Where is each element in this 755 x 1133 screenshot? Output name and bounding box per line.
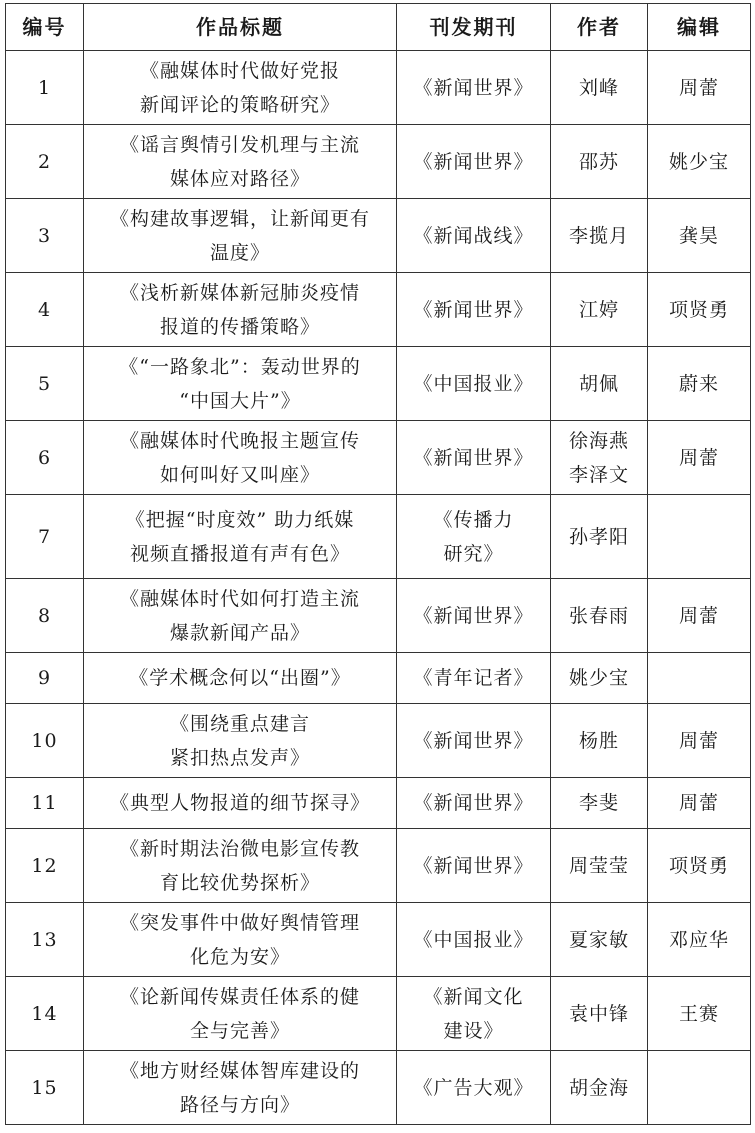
journal-line: 《中国报业》 bbox=[413, 372, 534, 395]
title-line: 《把握“时度效” 助力纸媒 bbox=[125, 508, 355, 531]
header-number: 编号 bbox=[6, 4, 84, 51]
author-line: 刘峰 bbox=[578, 76, 619, 99]
cell-editor bbox=[648, 495, 751, 579]
author-line: 夏家敏 bbox=[568, 928, 629, 951]
cell-number: 11 bbox=[6, 778, 84, 829]
author-line: 姚少宝 bbox=[568, 667, 629, 689]
cell-journal bbox=[397, 579, 551, 653]
table-row bbox=[6, 903, 751, 977]
author-line: 胡佩 bbox=[578, 372, 619, 395]
table-row bbox=[6, 778, 751, 829]
cell-title bbox=[84, 704, 397, 778]
title-line: 育比较优势探析》 bbox=[159, 871, 320, 894]
title-line: 《地方财经媒体智库建设的 bbox=[119, 1059, 360, 1082]
journal-line: 《新闻文化 bbox=[423, 985, 524, 1008]
cell-journal bbox=[397, 829, 551, 903]
author-line: 李揽月 bbox=[568, 224, 629, 247]
cell-number: 8 bbox=[6, 579, 84, 653]
title-line: 《突发事件中做好舆情管理 bbox=[119, 911, 360, 934]
articles-table bbox=[5, 3, 751, 1125]
cell-title bbox=[84, 273, 397, 347]
header-row bbox=[6, 4, 751, 51]
journal-line: 研究》 bbox=[443, 542, 504, 565]
author-line: 周莹莹 bbox=[568, 854, 629, 877]
title-line: 《论新闻传媒责任体系的健 bbox=[119, 985, 360, 1008]
cell-number: 13 bbox=[6, 903, 84, 977]
table-row bbox=[6, 704, 751, 778]
cell-title bbox=[84, 347, 397, 421]
table-row bbox=[6, 829, 751, 903]
title-line: 报道的传播策略》 bbox=[159, 315, 320, 338]
cell-editor: 王赛 bbox=[648, 977, 751, 1051]
journal-line: 《新闻世界》 bbox=[413, 76, 534, 99]
journal-line: 《青年记者》 bbox=[413, 667, 534, 689]
title-line: 新闻评论的策略研究》 bbox=[139, 93, 340, 116]
journal-line: 《新闻世界》 bbox=[413, 446, 534, 469]
cell-title bbox=[84, 421, 397, 495]
cell-editor: 周蕾 bbox=[648, 778, 751, 829]
table-row bbox=[6, 495, 751, 579]
title-line: 《典型人物报道的细节探寻》 bbox=[109, 792, 370, 814]
cell-title bbox=[84, 829, 397, 903]
cell-title bbox=[84, 1051, 397, 1125]
cell-journal bbox=[397, 704, 551, 778]
table-row bbox=[6, 125, 751, 199]
cell-journal bbox=[397, 653, 551, 704]
cell-editor: 周蕾 bbox=[648, 704, 751, 778]
table-row bbox=[6, 51, 751, 125]
journal-line: 《新闻世界》 bbox=[413, 729, 534, 752]
cell-editor: 周蕾 bbox=[648, 51, 751, 125]
journal-line: 《中国报业》 bbox=[413, 928, 534, 951]
title-line: 《新时期法治微电影宣传教 bbox=[119, 837, 360, 860]
cell-author bbox=[551, 199, 648, 273]
title-line: 《浅析新媒体新冠肺炎疫情 bbox=[119, 281, 360, 304]
cell-editor: 姚少宝 bbox=[648, 125, 751, 199]
title-line: 《融媒体时代晚报主题宣传 bbox=[119, 429, 360, 452]
title-line: 《谣言舆情引发机理与主流 bbox=[119, 133, 360, 156]
cell-journal bbox=[397, 347, 551, 421]
title-line: 《围绕重点建言 bbox=[169, 712, 310, 735]
title-line: 温度》 bbox=[209, 241, 270, 264]
cell-number: 14 bbox=[6, 977, 84, 1051]
cell-journal bbox=[397, 51, 551, 125]
author-line: 江婷 bbox=[578, 298, 619, 321]
journal-line: 《传播力 bbox=[433, 508, 514, 531]
cell-editor: 周蕾 bbox=[648, 579, 751, 653]
cell-author bbox=[551, 495, 648, 579]
cell-title bbox=[84, 579, 397, 653]
cell-journal bbox=[397, 495, 551, 579]
author-line: 胡金海 bbox=[568, 1076, 629, 1099]
author-line: 张春雨 bbox=[568, 604, 629, 627]
cell-journal bbox=[397, 1051, 551, 1125]
cell-number: 6 bbox=[6, 421, 84, 495]
title-line: 《“一路象北”：轰动世界的 bbox=[119, 355, 361, 378]
cell-journal bbox=[397, 421, 551, 495]
cell-author bbox=[551, 704, 648, 778]
author-line: 袁中锋 bbox=[568, 1002, 629, 1025]
title-line: 爆款新闻产品》 bbox=[169, 621, 310, 644]
cell-editor: 周蕾 bbox=[648, 421, 751, 495]
cell-author bbox=[551, 778, 648, 829]
cell-author bbox=[551, 347, 648, 421]
journal-line: 建设》 bbox=[443, 1019, 504, 1042]
journal-line: 《新闻战线》 bbox=[413, 224, 534, 247]
cell-title bbox=[84, 903, 397, 977]
cell-author bbox=[551, 273, 648, 347]
title-line: 媒体应对路径》 bbox=[169, 167, 310, 190]
cell-number: 15 bbox=[6, 1051, 84, 1125]
cell-journal bbox=[397, 903, 551, 977]
title-line: 路径与方向》 bbox=[179, 1093, 300, 1116]
header-author: 作者 bbox=[551, 4, 648, 51]
cell-editor: 邓应华 bbox=[648, 903, 751, 977]
cell-editor: 项贤勇 bbox=[648, 829, 751, 903]
title-line: 视频直播报道有声有色》 bbox=[129, 542, 350, 565]
cell-author bbox=[551, 977, 648, 1051]
cell-number: 9 bbox=[6, 653, 84, 704]
cell-editor bbox=[648, 653, 751, 704]
table-row bbox=[6, 579, 751, 653]
table-row bbox=[6, 199, 751, 273]
cell-number: 12 bbox=[6, 829, 84, 903]
cell-title bbox=[84, 778, 397, 829]
journal-line: 《新闻世界》 bbox=[413, 298, 534, 321]
cell-journal bbox=[397, 977, 551, 1051]
table-row bbox=[6, 421, 751, 495]
table-row bbox=[6, 653, 751, 704]
cell-author bbox=[551, 51, 648, 125]
journal-line: 《广告大观》 bbox=[413, 1076, 534, 1099]
cell-editor: 项贤勇 bbox=[648, 273, 751, 347]
journal-line: 《新闻世界》 bbox=[413, 604, 534, 627]
cell-author bbox=[551, 579, 648, 653]
table-body bbox=[6, 51, 751, 1125]
cell-title bbox=[84, 977, 397, 1051]
journal-line: 《新闻世界》 bbox=[413, 854, 534, 877]
title-line: 《融媒体时代做好党报 bbox=[139, 59, 340, 82]
author-line: 孙孝阳 bbox=[568, 525, 629, 548]
title-line: 《构建故事逻辑，让新闻更有 bbox=[109, 207, 370, 230]
cell-journal bbox=[397, 125, 551, 199]
cell-number: 3 bbox=[6, 199, 84, 273]
cell-title bbox=[84, 199, 397, 273]
cell-editor: 蔚来 bbox=[648, 347, 751, 421]
cell-number: 1 bbox=[6, 51, 84, 125]
table-row bbox=[6, 1051, 751, 1125]
header-editor: 编辑 bbox=[648, 4, 751, 51]
author-line: 徐海燕 bbox=[568, 429, 629, 452]
header-title: 作品标题 bbox=[84, 4, 397, 51]
cell-author bbox=[551, 421, 648, 495]
table-row bbox=[6, 347, 751, 421]
cell-author bbox=[551, 903, 648, 977]
cell-number: 2 bbox=[6, 125, 84, 199]
author-line: 杨胜 bbox=[578, 729, 619, 752]
author-line: 李斐 bbox=[578, 792, 619, 814]
cell-journal bbox=[397, 273, 551, 347]
table-row bbox=[6, 273, 751, 347]
cell-number: 5 bbox=[6, 347, 84, 421]
cell-author bbox=[551, 653, 648, 704]
cell-editor bbox=[648, 1051, 751, 1125]
title-line: “中国大片”》 bbox=[179, 389, 301, 412]
cell-title bbox=[84, 495, 397, 579]
cell-journal bbox=[397, 778, 551, 829]
title-line: 如何叫好又叫座》 bbox=[159, 463, 320, 486]
cell-number: 10 bbox=[6, 704, 84, 778]
author-line: 李泽文 bbox=[568, 463, 629, 486]
cell-title bbox=[84, 653, 397, 704]
table-row bbox=[6, 977, 751, 1051]
cell-editor: 龚昊 bbox=[648, 199, 751, 273]
title-line: 全与完善》 bbox=[189, 1019, 290, 1042]
cell-number: 4 bbox=[6, 273, 84, 347]
journal-line: 《新闻世界》 bbox=[413, 150, 534, 173]
cell-number: 7 bbox=[6, 495, 84, 579]
cell-author bbox=[551, 125, 648, 199]
cell-title bbox=[84, 51, 397, 125]
cell-author bbox=[551, 1051, 648, 1125]
title-line: 化危为安》 bbox=[189, 945, 290, 968]
cell-author bbox=[551, 829, 648, 903]
cell-title bbox=[84, 125, 397, 199]
header-journal: 刊发期刊 bbox=[397, 4, 551, 51]
journal-line: 《新闻世界》 bbox=[413, 792, 534, 814]
title-line: 《学术概念何以“出圈”》 bbox=[129, 667, 351, 689]
cell-journal bbox=[397, 199, 551, 273]
author-line: 邵苏 bbox=[578, 150, 619, 173]
title-line: 《融媒体时代如何打造主流 bbox=[119, 587, 360, 610]
title-line: 紧扣热点发声》 bbox=[169, 746, 310, 769]
